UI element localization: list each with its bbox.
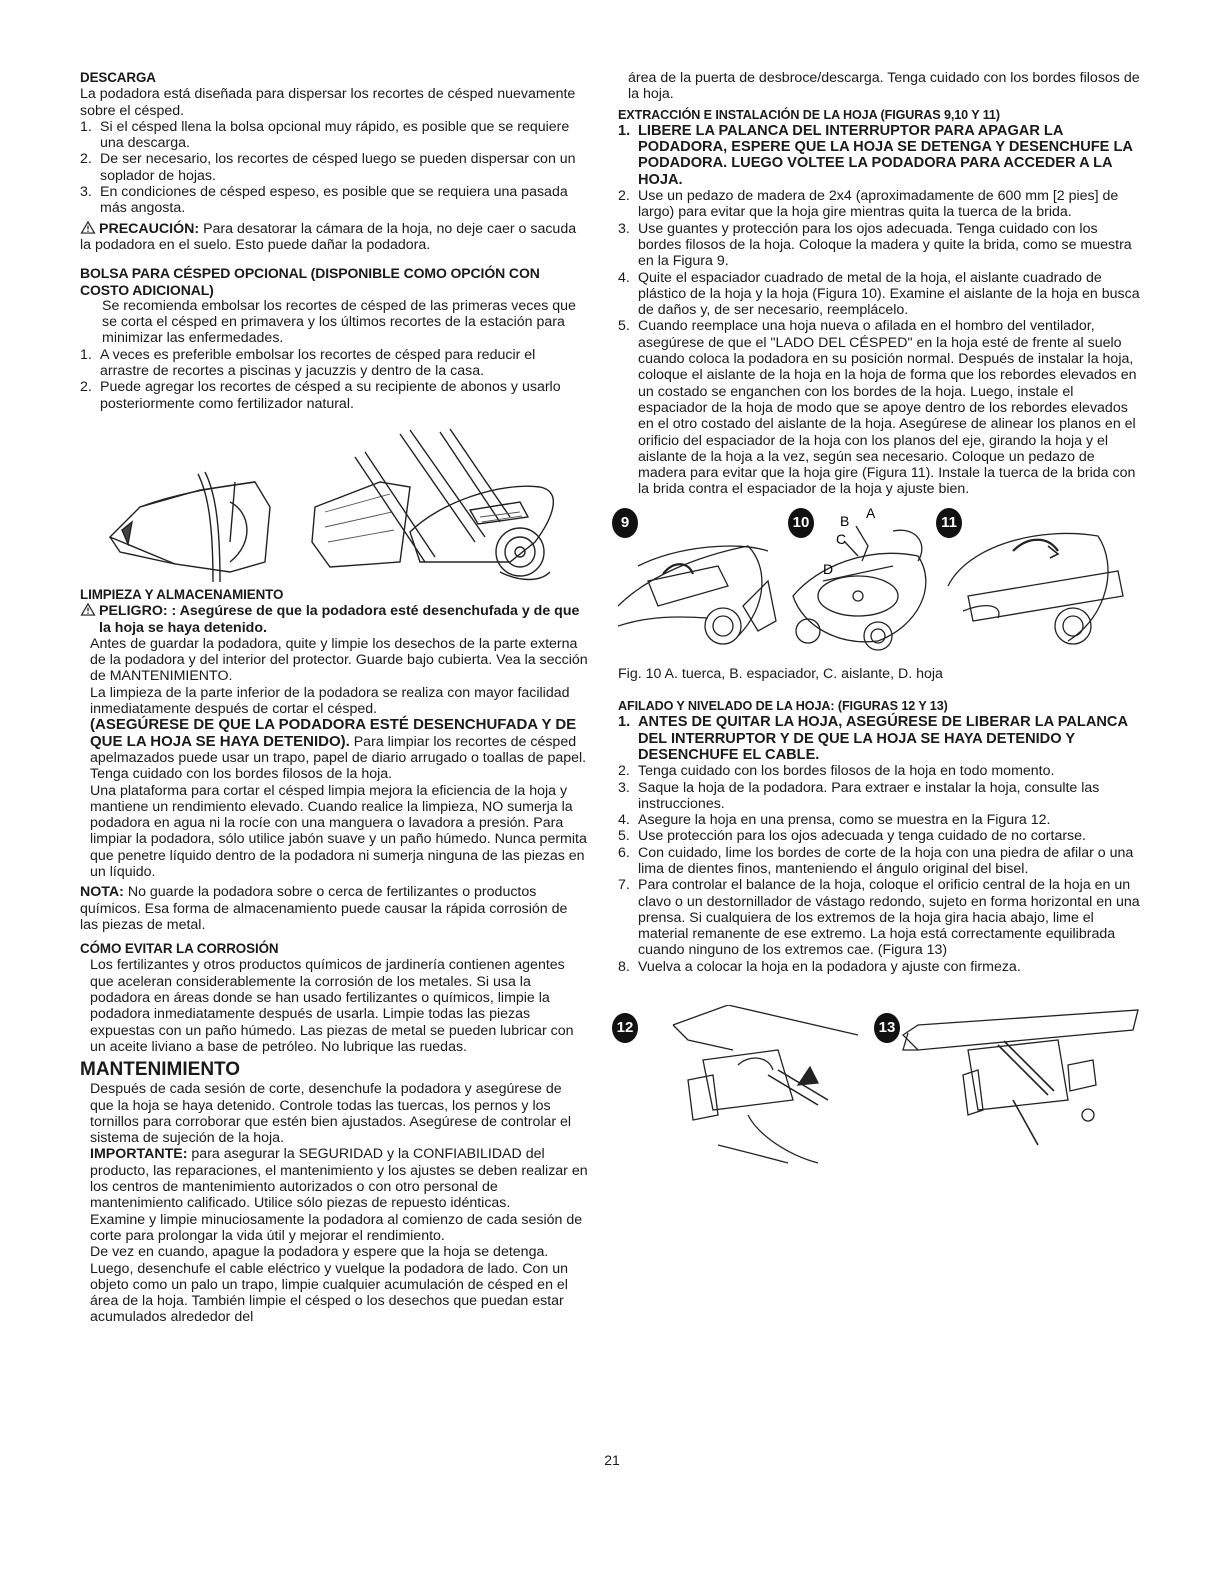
section-title-mantenimiento: MANTENIMIENTO bbox=[80, 1059, 241, 1081]
mantenimiento-p3: Examine y limpie minuciosamente la podadora al comienzo de cada sesión de corte para prolongar la vida útil y mejorar el rendimiento. bbox=[90, 1211, 583, 1244]
list-item: 1. A veces es preferible embolsar los recortes de césped para reducir el arrastre de recortes a piscinas y jacuzzis y dentro de la casa. bbox=[80, 346, 536, 380]
page-number: 21 bbox=[604, 1452, 620, 1468]
list-item: 1. Si el césped llena la bolsa opcional muy rápido, es posible que se requiere una descarga. bbox=[80, 118, 570, 152]
list-item: 2. Puede agregar los recortes de césped a su recipiente de abonos y usarlo posteriormente como fertilizador natural. bbox=[80, 379, 561, 412]
fig10-label-a: A bbox=[866, 505, 876, 521]
limpieza-p4: Una plataforma para cortar el césped limpia mejora la eficiencia de la hoja y mantiene un rendimiento elevado. Cuando realice la limpieza, NO sumerja la podadora en agua ni la rocíe con una manguera o lavadora a presión. Para limpiar la podadora, sólo utilice jabón suave y un paño húmedo. Nunca permita que penetre líquido dentro de la podadora ni sumerja ninguna de las piezas en un líquido. bbox=[90, 782, 587, 880]
section-title-limpieza: LIMPIEZA Y ALMACENAMIENTO bbox=[80, 586, 284, 602]
list-item: 1. LIBERE LA PALANCA DEL INTERRUPTOR PARA APAGAR LA PODADORA, ESPERE QUE LA HOJA SE DETENGA Y DESENCHUFE LA PODADORA. LUEGO VOLTEE LA PODADORA PARA ACCEDER A LA HOJA. bbox=[618, 122, 1133, 188]
list-item: 3. Saque la hoja de la podadora. Para extraer e instalar la hoja, consulte las instrucciones. bbox=[618, 779, 1100, 812]
list-item: 1. ANTES DE QUITAR LA HOJA, ASEGÚRESE DE LIBERAR LA PALANCA DEL INTERRUPTOR Y DE QUE LA HOJA SE HAYA DETENIDO Y DESENCHUFE EL CABLE. bbox=[618, 714, 1128, 763]
caution-paragraph: PRECAUCIÓN: Para desatorar la cámara de la hoja, no deje caer o sacuda la podadora en el suelo. Esto puede dañar la podadora. bbox=[80, 220, 577, 253]
list-item: 2. De ser necesario, los recortes de césped luego se pueden dispersar con un soplador de hojas. bbox=[80, 151, 576, 184]
list-item: 6. Con cuidado, lime los bordes de corte de la hoja con una piedra de afilar o una lima de dientes finos, manteniendo el ángulo original del bisel. bbox=[618, 844, 1134, 877]
figure-10-caption: Fig. 10 A. tuerca, B. espaciador, C. aislante, D. hoja bbox=[618, 665, 943, 682]
warning-triangle-icon bbox=[80, 603, 96, 616]
list-item: 2. Tenga cuidado con los bordes filosos de la hoja en todo momento. bbox=[618, 763, 1055, 780]
figure-12-badge: 12 bbox=[612, 1013, 638, 1043]
figures-12-13 bbox=[618, 1005, 1140, 1165]
left-column bbox=[80, 70, 588, 1326]
warning-triangle-icon bbox=[80, 221, 96, 234]
list-item: 3. Use guantes y protección para los ojos adecuada. Tenga cuidado con los bordes filosos de la hoja. Coloque la madera y quite la brida, como se muestra en la Figura 9. bbox=[618, 220, 1132, 270]
figure-13-badge: 13 bbox=[874, 1013, 900, 1043]
continued-paragraph: área de la puerta de desbroce/descarga. Tenga cuidado con los bordes filosos de la hoja. bbox=[628, 70, 1140, 103]
right-column bbox=[618, 70, 1140, 1165]
figures-9-10-11 bbox=[618, 506, 1140, 658]
list-item: 7. Para controlar el balance de la hoja, coloque el orificio central de la hoja en un clavo o un destornillador de vástago redondo, sujeto en forma horizontal en una prensa. Si cualquiera de los extremos de la hoja gira hacia abajo, lime el material remanente de ese extremo. La hoja está correctamente equilibrada cuando ninguno de los extremos cae. (Figura 13) bbox=[618, 877, 1140, 959]
fig10-label-d: D bbox=[823, 560, 834, 577]
section-title-corrosion: CÓMO EVITAR LA CORROSIÓN bbox=[80, 941, 279, 957]
limpieza-p3: (ASEGÚRESE DE QUE LA PODADORA ESTÉ DESENCHUFADA Y DE QUE LA HOJA SE HAYA DETENIDO). Para limpiar los recortes de césped apelmazados puede usar un trapo, papel de diario arrugado o toallas de papel. Tenga cuidado con los bordes filosos de la hoja. bbox=[90, 716, 587, 783]
fig10-label-b: B bbox=[840, 512, 850, 529]
section-title-descarga: DESCARGA bbox=[80, 70, 156, 85]
sharpening-figures bbox=[618, 1005, 1140, 1165]
mantenimiento-p4: De vez en cuando, apague la podadora y espere que la hoja se detenga. Luego, desenchufe el cable eléctrico y vuelque la podadora de lado. Con un objeto como un palo un trapo, limpie cualquier acumulación de césped en el área de la hoja. También limpie el césped o los desechos que puedan estar acumulados alrededor del bbox=[90, 1244, 568, 1326]
list-item: 4. Asegure la hoja en una prensa, como se muestra en la Figura 12. bbox=[618, 812, 1051, 829]
danger-paragraph: PELIGRO: : Asegúrese de que la podadora esté desenchufada y de que la hoja se haya detenido. bbox=[80, 603, 588, 636]
mantenimiento-p1: Después de cada sesión de corte, desenchufe la podadora y asegúrese de que la hoja se haya detenido. Controle todas las tuercas, los pernos y los tornillos para corroborar que estén bien ajustados. Asegúrese de controlar el sistema de sujeción de la hoja. bbox=[90, 1081, 572, 1147]
list-item: 3. En condiciones de césped espeso, es posible que se requiera una pasada más angosta. bbox=[80, 184, 568, 217]
corrosion-text: Los fertilizantes y otros productos químicos de jardinería contienen agentes que aceleran considerablemente la corrosión de los metales. Si usa la podadora en áreas donde se han usado fertilizantes o químicos, limpie la podadora inmediatamente después de usarla. Limpie todas las piezas expuestas con un paño húmedo. Las piezas de metal se pueden lubricar con un aceite liviano a base de petróleo. No lubrique las ruedas. bbox=[90, 957, 574, 1055]
fig10-label-c: C bbox=[836, 530, 847, 547]
blade-removal-figures bbox=[618, 506, 1140, 658]
descarga-intro: La podadora está diseñada para dispersar los recortes de césped nuevamente sobre el césped. bbox=[80, 86, 576, 119]
figure-11-badge: 11 bbox=[936, 508, 962, 538]
nota-paragraph: NOTA: No guarde la podadora sobre o cerca de fertilizantes o productos químicos. Esa forma de almacenamiento puede causar la rápida corrosión de las piezas de metal. bbox=[80, 884, 568, 933]
list-item: 4. Quite el espaciador cuadrado de metal de la hoja, el aislante cuadrado de plástico de la hoja y la hoja (Figura 10). Examine el aislante de la hoja en busca de daños y, de ser necesario, reemplácelo. bbox=[618, 269, 1140, 319]
limpieza-p2: La limpieza de la parte inferior de la podadora se realiza con mayor facilidad inmediatamente después de cortar el césped. bbox=[90, 684, 570, 718]
mower-bag-illustration bbox=[80, 412, 588, 587]
figure-10-badge: 10 bbox=[788, 508, 814, 538]
list-item: 5. Cuando reemplace una hoja nueva o afilada en el hombro del ventilador, asegúrese de que el "LADO DEL CÉSPED" en la hoja esté de frente al suelo cuando coloca la podadora en su posición normal. Después de instalar la hoja, coloque el aislante de la hoja en la hoja de forma que los rebordes elevados en un costado se enganchen con los bordes de la hoja. Luego, instale el espaciador de la hoja de modo que se apoye dentro de los rebordes elevados en el otro costado del aislante de la hoja. Asegúrese de alinear los planos en el orificio del espaciador de la hoja con los planos del eje, girando la hoja y el aislante de la hoja a la vez, según sea necesario. Coloque un pedazo de madera para evitar que la hoja gire (Figura 11). Instale la tuerca de la brida con la brida contra el espaciador de la hoja y ajuste bien. bbox=[618, 318, 1137, 498]
limpieza-p1: Antes de guardar la podadora, quite y limpie los desechos de la parte externa de la podadora y del interior del protector. Guarde bajo cubierta. Vea la sección de MANTENIMIENTO. bbox=[90, 635, 588, 685]
section-title-afilado: AFILADO Y NIVELADO DE LA HOJA: (FIGURAS 12 Y 13) bbox=[618, 699, 948, 714]
mantenimiento-importante: IMPORTANTE: para asegurar la SEGURIDAD y la CONFIABILIDAD del producto, las reparaciones, el mantenimiento y los ajustes se deben realizar en los centros de mantenimiento autorizados o con otro personal de mantenimiento calificado. Utilice sólo piezas de repuesto idénticas. bbox=[90, 1146, 588, 1212]
list-item: 8. Vuelva a colocar la hoja en la podadora y ajuste con firmeza. bbox=[618, 958, 1021, 975]
list-item: 2. Use un pedazo de madera de 2x4 (aproximadamente de 600 mm [2 pies] de largo) para evitar que la hoja gire mientras quita la tuerca de la brida. bbox=[618, 188, 1119, 221]
bolsa-intro: Se recomienda embolsar los recortes de césped de las primeras veces que se corta el césped en primavera y los últimos recortes de la estación para minimizar las enfermedades. bbox=[102, 297, 576, 347]
section-title-extraccion: EXTRACCIÓN E INSTALACIÓN DE LA HOJA (FIGURAS 9,10 Y 11) bbox=[618, 107, 1000, 122]
list-item: 5. Use protección para los ojos adecuada y tenga cuidado de no cortarse. bbox=[618, 828, 1086, 845]
figure-9-badge: 9 bbox=[612, 508, 638, 538]
section-title-bolsa: BOLSA PARA CÉSPED OPCIONAL (DISPONIBLE COMO OPCIÓN CON COSTO ADICIONAL) bbox=[80, 265, 540, 298]
